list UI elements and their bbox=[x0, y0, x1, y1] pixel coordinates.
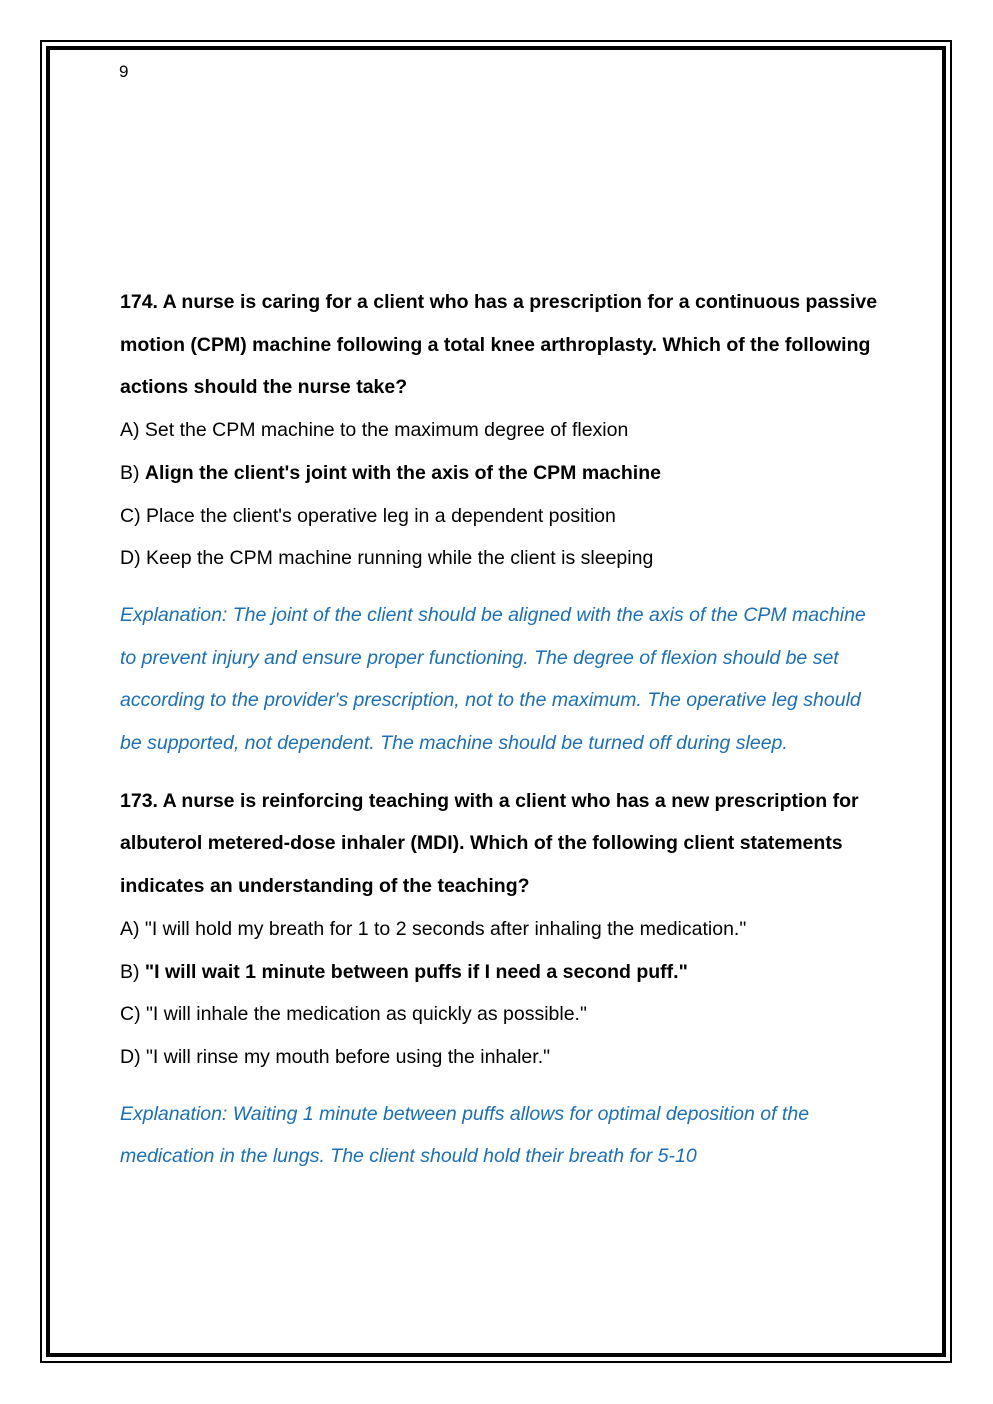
option-d bbox=[120, 1036, 880, 1079]
question-text: 173. A nurse is reinforcing teaching with a client who has a new prescription for albuterol metered-dose inhaler (MDI). Which of the following client statements indicates an understanding of the teaching? bbox=[120, 789, 859, 898]
explanation-text: Explanation: The joint of the client should be aligned with the axis of the CPM machine to prevent injury and ensure proper functioning. The degree of flexion should be set according to the provider's prescription, not to the maximum. The operative leg should be supported, not dependent. The machine should be turned off during sleep. bbox=[120, 603, 866, 755]
option-text: "I will rinse my mouth before using the inhaler." bbox=[146, 1045, 551, 1068]
option-c bbox=[120, 495, 880, 538]
question-block bbox=[120, 779, 880, 1178]
option-letter: D) bbox=[120, 547, 141, 570]
option-text: Set the CPM machine to the maximum degree of flexion bbox=[144, 419, 629, 442]
option-c bbox=[120, 993, 880, 1036]
option-b bbox=[120, 951, 880, 994]
correct-option-text: "I will wait 1 minute between puffs if I need a second puff." bbox=[144, 960, 688, 983]
option-letter: D) bbox=[120, 1045, 141, 1068]
option-b bbox=[120, 452, 880, 495]
question-block bbox=[120, 280, 880, 765]
option-text: Place the client's operative leg in a dependent position bbox=[146, 504, 616, 527]
question-text: 174. A nurse is caring for a client who has a prescription for a continuous passive motion (CPM) machine following a total knee arthroplasty. Which of the following actions should the nurse take? bbox=[120, 291, 878, 399]
option-text: "I will hold my breath for 1 to 2 seconds after inhaling the medication." bbox=[144, 917, 747, 940]
option-a bbox=[120, 409, 880, 452]
option-letter: A) bbox=[120, 917, 140, 940]
document-content bbox=[120, 280, 880, 1192]
correct-option-text: Align the client's joint with the axis of the CPM machine bbox=[144, 461, 661, 484]
option-letter: C) bbox=[120, 504, 141, 527]
page-number: 9 bbox=[119, 62, 129, 81]
option-letter: B) bbox=[120, 960, 140, 983]
option-text: "I will inhale the medication as quickly as possible." bbox=[146, 1003, 587, 1026]
option-d bbox=[120, 537, 880, 580]
option-a bbox=[120, 908, 880, 951]
option-text: Keep the CPM machine running while the client is sleeping bbox=[146, 547, 654, 570]
explanation-text: Explanation: Waiting 1 minute between puffs allows for optimal deposition of the medication in the lungs. The client should hold their breath for 5-10 bbox=[120, 1102, 810, 1168]
option-letter: B) bbox=[120, 461, 140, 484]
option-letter: C) bbox=[120, 1003, 141, 1026]
option-letter: A) bbox=[120, 419, 140, 442]
